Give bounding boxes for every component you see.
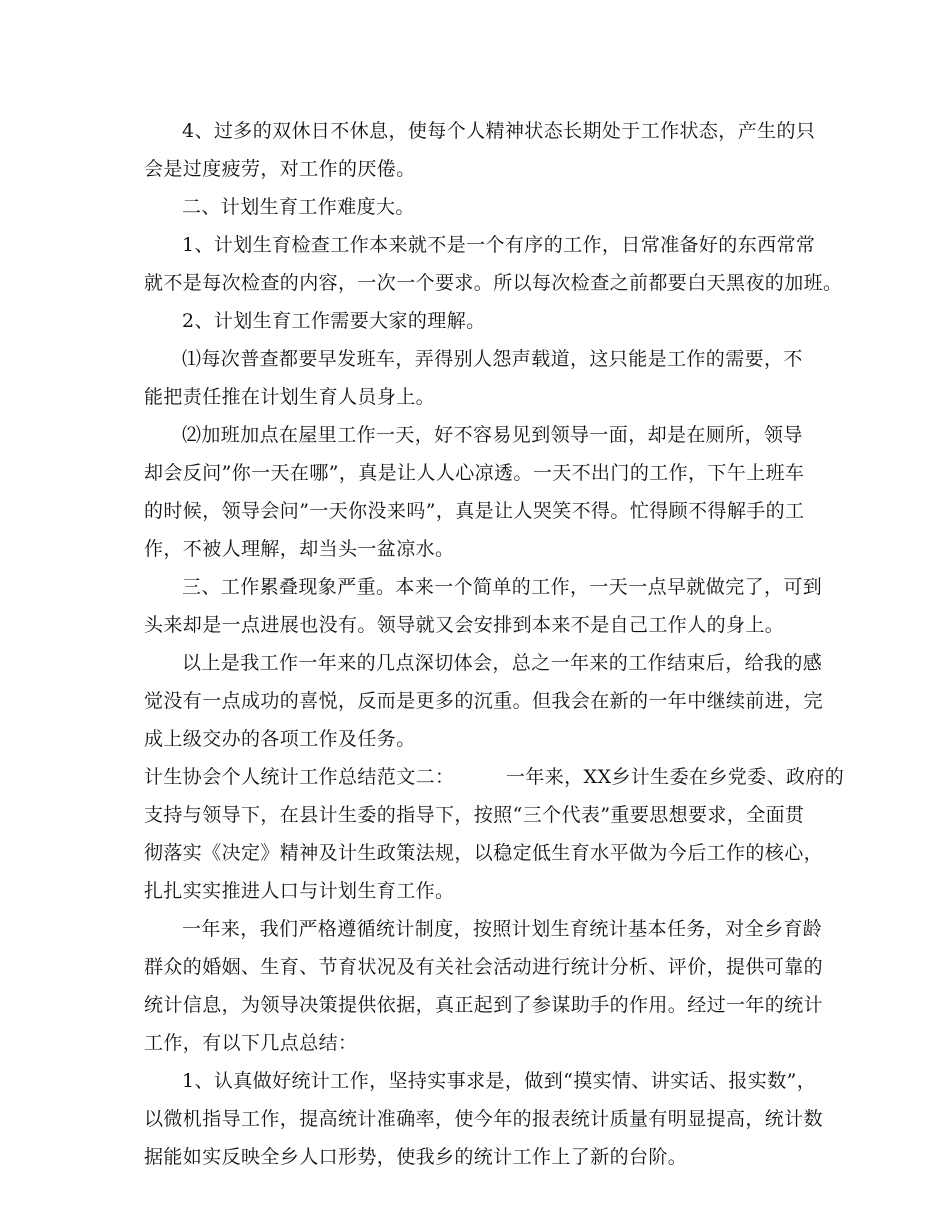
paragraph-line: ⑴每次普查都要早发班车，弄得别人怨声载道，这只能是工作的需要，不: [182, 348, 803, 370]
article-title-line: 计生协会个人统计工作总结范文二： 一年来，XX乡计生委在乡党委、政府的: [144, 766, 845, 788]
paragraph-line: ⑵加班加点在屋里工作一天，好不容易见到领导一面，却是在厕所，领导: [182, 424, 803, 446]
paragraph-line: 工作，有以下几点总结：: [144, 1032, 358, 1054]
paragraph-line: 成上级交办的各项工作及任务。: [144, 728, 416, 750]
paragraph-line: 统计信息，为领导决策提供依据，真正起到了参谋助手的作用。经过一年的统计: [144, 994, 824, 1016]
paragraph-line: 1、计划生育检查工作本来就不是一个有序的工作，日常准备好的东西常常: [182, 234, 816, 256]
paragraph-line: 扎扎实实推进人口与计划生育工作。: [144, 880, 455, 902]
paragraph-line: 1、认真做好统计工作，坚持实事求是，做到“摸实情、讲实话、报实数”，: [182, 1070, 817, 1092]
paragraph-line: 群众的婚姻、生育、节育状况及有关社会活动进行统计分析、评价，提供可靠的: [144, 956, 824, 978]
paragraph-line: 以上是我工作一年来的几点深切体会，总之一年来的工作结束后，给我的感: [182, 652, 823, 674]
section-heading: 三、工作累叠现象严重。本来一个简单的工作，一天一点早就做完了，可到: [182, 576, 823, 598]
paragraph-line: 能把责任推在计划生育人员身上。: [144, 386, 436, 408]
paragraph-line: 支持与领导下，在县计生委的指导下，按照“三个代表”重要思想要求，全面贯: [144, 804, 805, 826]
paragraph-line: 的时候，领导会问”一天你没来吗”，真是让人哭笑不得。忙得顾不得解手的工: [144, 500, 805, 522]
paragraph-line: 以微机指导工作，提高统计准确率，使今年的报表统计质量有明显提高，统计数: [144, 1108, 824, 1130]
paragraph-line: 据能如实反映全乡人口形势，使我乡的统计工作上了新的台阶。: [144, 1146, 688, 1168]
section-heading: 二、计划生育工作难度大。: [182, 196, 415, 218]
paragraph-line: 会是过度疲劳，对工作的厌倦。: [144, 158, 416, 180]
paragraph-line: 却会反问”你一天在哪”，真是让人人心凉透。一天不出门的工作，下午上班车: [144, 462, 805, 484]
paragraph-line: 就不是每次检查的内容，一次一个要求。所以每次检查之前都要白天黑夜的加班。: [144, 272, 843, 294]
paragraph-line: 彻落实《决定》精神及计生政策法规，以稳定低生育水平做为今后工作的核心，: [144, 842, 824, 864]
paragraph-line: 觉没有一点成功的喜悦，反而是更多的沉重。但我会在新的一年中继续前进，完: [144, 690, 824, 712]
paragraph-line: 一年来，我们严格遵循统计制度，按照计划生育统计基本任务，对全乡育龄: [182, 918, 823, 940]
paragraph-line: 作，不被人理解，却当头一盆凉水。: [144, 538, 455, 560]
paragraph-line: 头来却是一点进展也没有。领导就又会安排到本来不是自己工作人的身上。: [144, 614, 785, 636]
paragraph-line: 2、计划生育工作需要大家的理解。: [182, 310, 486, 332]
paragraph-line: 4、过多的双休日不休息，使每个人精神状态长期处于工作状态，产生的只: [182, 120, 816, 142]
